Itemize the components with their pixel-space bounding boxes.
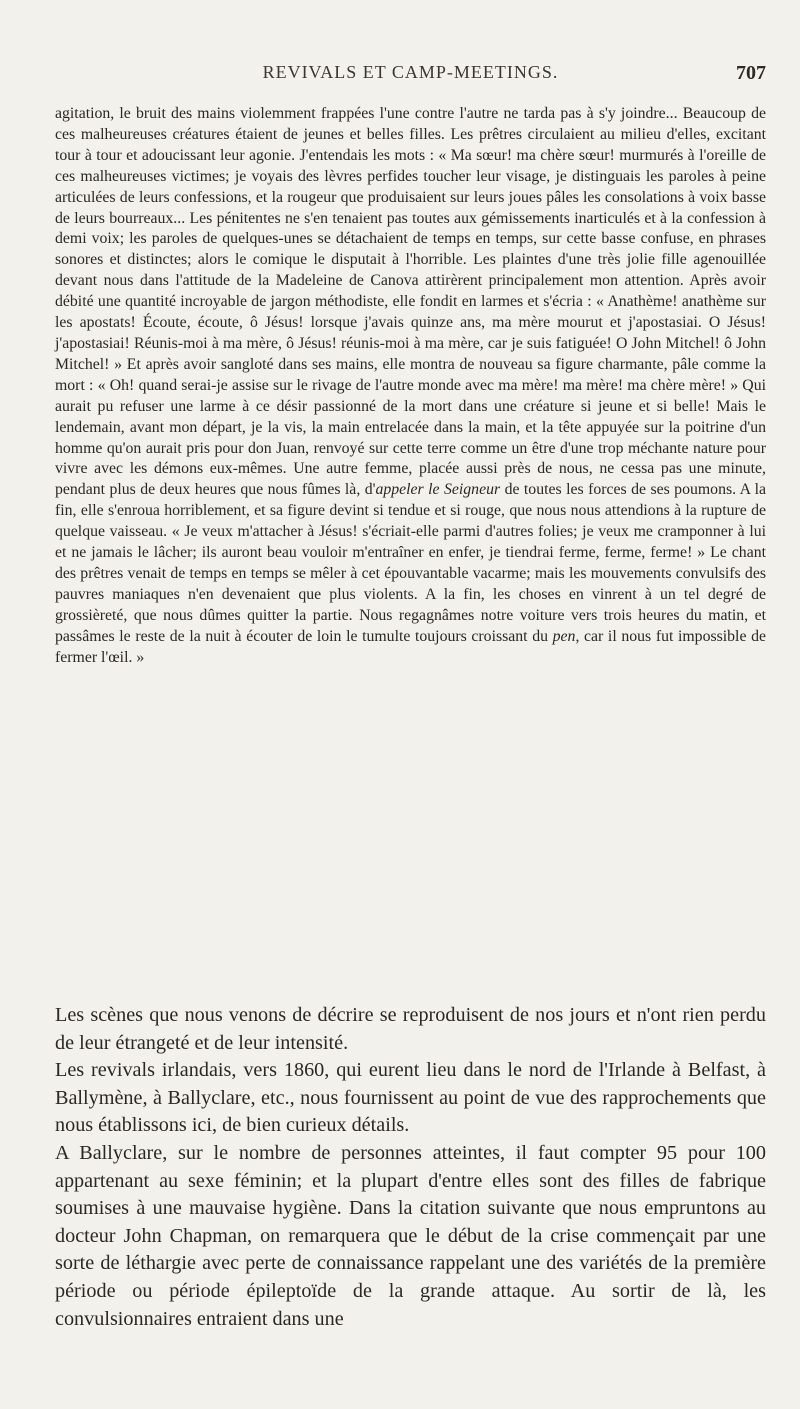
running-header [55, 62, 766, 92]
quote-italic-1: appeler le Seigneur [375, 481, 501, 499]
quote-paragraph [55, 104, 766, 668]
page-number: 707 [736, 62, 766, 84]
quoted-passage [55, 104, 766, 668]
quote-italic-2: pen [552, 627, 576, 645]
quote-text-2: de toutes les forces de ses poumons. A la fin, elle s'enroua horriblement, et sa figure devint si tendue et si rouge, que nous nous attendions à la rupture de quelque vaisseau. « Je veux m'attacher à Jésus! s'écriait-elle parmi d'autres folies; je veux me cramponner à lui et ne jamais le lâcher; ils auront beau vouloir m'entraîner en enfer, je tiendrai ferme, ferme, ferme! » Le chant des prêtres venait de temps en temps se mêler à cet épouvantable vacarme; mais les mouvements convulsifs des pauvres maniaques n'en devenaient que plus violents. A la fin, les choses en vinrent à un tel degré de grossièreté, que nous dûmes quitter la partie. Nous regagnâmes notre voiture vers trois heures du matin, et passâmes le reste de la nuit à écouter de loin le tumulte toujours croissant du [55, 481, 766, 645]
quote-text-3: , car il nous fut impossible de fermer l'œil. » [55, 627, 766, 666]
body-paragraph-1: Les scènes que nous venons de décrire se reproduisent de nos jours et n'ont rien perdu de leur étrangeté et de leur intensité. [55, 1004, 766, 1054]
running-title: REVIVALS ET CAMP-MEETINGS. [262, 62, 559, 82]
main-text [55, 1002, 766, 1333]
body-paragraph-3: A Ballyclare, sur le nombre de personnes atteintes, il faut compter 95 pour 100 appartenant au sexe féminin; et la plupart d'entre elles sont des filles de fabrique soumises à une mauvaise hygiène. Dans la citation suivante que nous empruntons au docteur John Chapman, on remarquera que le début de la crise commençait par une sorte de léthargie avec perte de connaissance rappelant une des variétés de la première période ou période épileptoïde de la grande attaque. Au sortir de là, les convulsionnaires entraient dans une [55, 1141, 766, 1330]
body-paragraph-2: Les revivals irlandais, vers 1860, qui eurent lieu dans le nord de l'Irlande à Belfast, à Ballymène, à Ballyclare, etc., nous fournissent au point de vue des rapprochements que nous établissons ici, de bien curieux détails. [55, 1059, 766, 1137]
quote-text-1: agitation, le bruit des mains violemment frappées l'une contre l'autre ne tarda pas à s'y joindre... Beaucoup de ces malheureuses créatures étaient de jeunes et belles filles. Les prêtres circulaient au milieu d'elles, excitant tour à tour et adoucissant leur agonie. J'entendais les mots : « Ma sœur! ma chère sœur! murmurés à l'oreille de ces malheureuses victimes; je voyais des lèvres perfides toucher leur visage, je distinguais les paroles à peine articulées de leurs confessions, et la rougeur que produisaient sur leurs joues pâles les consolations à voix basse de leurs bourreaux... Les pénitentes ne s'en tenaient pas toutes aux gémissements inarticulés et à la confession à demi voix; les paroles de quelques-unes se détachaient de temps en temps, sur cette basse confuse, en phrases sonores et distinctes; alors le comique le disputait à l'horrible. Les plaintes d'une très jolie fille agenouillée devant nous dans l'attitude de la Madeleine de Canova attirèrent principalement mon attention. Après avoir débité une quantité incroyable de jargon méthodiste, elle fondit en larmes et s'écria : « Anathème! anathème sur les apostats! Écoute, écoute, ô Jésus! lorsque j'avais quinze ans, ma mère mourut et j'apostasiai. O Jésus! j'apostasiai! Réunis-moi à ma mère, ô Jésus! réunis-moi à ma mère, car je suis fatiguée! O John Mitchel! ô John Mitchel! » Et après avoir sangloté dans ses mains, elle montra de nouveau sa figure charmante, pâle comme la mort : « Oh! quand serai-je assise sur le rivage de l'autre monde avec ma mère! ma mère! ma chère mère! » Qui aurait pu refuser une larme à ce désir passionné de la mort dans une créature si jeune et si belle! Mais le lendemain, avant mon départ, je la vis, la main entrelacée dans la main, et la tête appuyée sur la poitrine d'un homme qu'on aurait pris pour don Juan, renvoyé sur cette terre comme un être d'une trop méchante nature pour vivre avec les démons eux-mêmes. Une autre femme, placée aussi près de nous, ne cessa pas une minute, pendant plus de deux heures que nous fûmes là, d' [55, 105, 766, 499]
